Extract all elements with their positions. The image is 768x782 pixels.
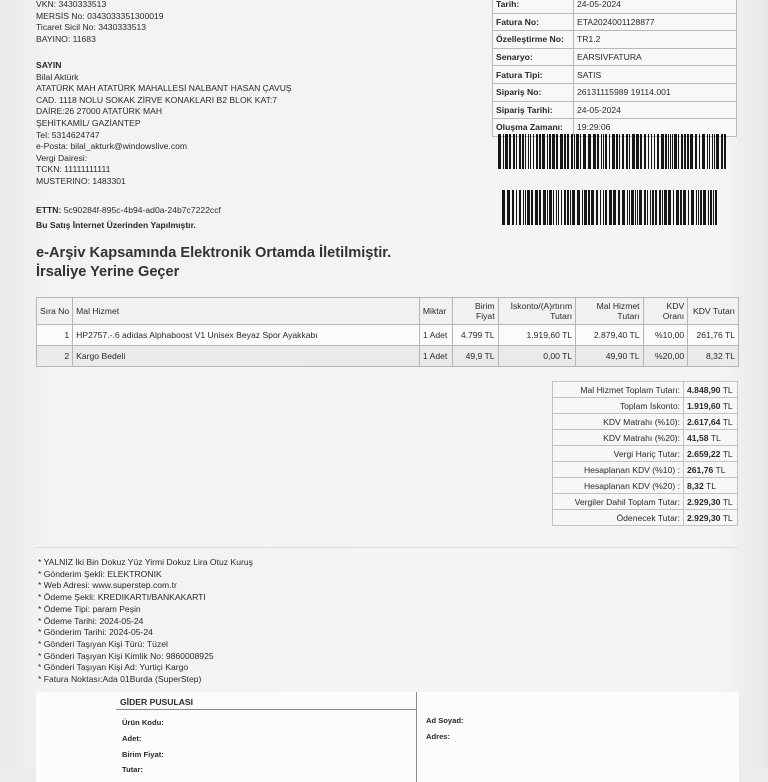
total-label: Toplam İskonto: [553,398,684,414]
note-line: * Gönderi Taşıyan Kişi Kimlik No: 9860008925 [38,650,214,661]
cell-mal-hizmet: Kargo Bedeli [73,346,420,367]
meta-label: Tarih: [493,0,574,13]
meta-row [493,13,737,31]
note-line: * Gönderi Taşıyan Kişi Türü: Tüzel [38,638,168,649]
cell-miktar: 1 Adet [419,346,452,367]
totals-row [553,494,738,510]
meta-label: Senaryo: [493,48,574,66]
gider-urun-kodu: Ürün Kodu: [122,718,164,727]
ettn-value: 5c90284f-895c-4b94-ad0a-24b7c7222ccf [63,205,221,215]
total-label: Ödenecek Tutar: [553,510,684,526]
total-value: 2.617,64 [687,416,721,427]
meta-label: Özelleştirme No: [493,31,574,49]
buyer-address-line: DAİRE:26 27000 ATATÜRK MAH [36,106,163,117]
buyer-address-line: ATATÜRK MAH ATATÜRK MAHALLESİ NALBANT HASAN ÇAVUŞ [36,83,292,94]
earsiv-heading [36,244,391,282]
internet-sale-note: Bu Satış İnternet Üzerinden Yapılmıştır. [36,220,196,230]
meta-value: 24-05-2024 [574,0,737,13]
col-header-kdv-orani: KDV Oranı [643,298,688,325]
buyer-sayin: SAYIN [36,60,62,70]
total-unit: TL [722,384,733,395]
total-value-cell [684,462,738,478]
total-label: Vergi Hariç Tutar: [553,446,684,462]
total-value: 2.659,22 [687,448,721,459]
total-unit: TL [722,400,733,411]
buyer-vergi-dairesi: Vergi Dairesi: [36,152,88,163]
seller-ticaret-sicil: Ticaret Sicil No: 3430333513 [36,22,147,33]
cell-miktar: 1 Adet [419,325,452,346]
gider-tutar: Tutar: [122,765,143,774]
buyer-name: Bilal Aktürk [36,71,79,82]
meta-value: EARSIVFATURA [574,48,737,66]
total-value: 41,58 [687,432,709,443]
cell-kdv-tutari: 261,76 TL [688,325,739,346]
table-row [37,346,739,367]
cell-mal-hizmet: HP2757.-.6 adidas Alphaboost V1 Unisex Beyaz Spor Ayakkabı [73,325,420,346]
total-unit: TL [710,432,721,443]
col-header-kdv-tutari: KDV Tutarı [688,298,739,325]
col-header-birim-fiyat: Birim Fiyat [452,298,498,325]
cell-kdv-orani: %10,00 [643,325,688,346]
total-value: 2.929,30 [687,512,721,523]
totals-row [553,398,738,414]
cell-sira: 2 [37,346,73,367]
cell-iskonto: 0,00 TL [498,346,576,367]
total-label: KDV Matrahı (%20): [553,430,684,446]
seller-bayino: BAYINO: 11683 [36,33,96,44]
meta-label: Sipariş No: [493,83,574,101]
invoice-meta-table [492,0,737,137]
ettn-label: ETTN: [36,205,62,215]
col-header-sira: Sıra No [37,298,73,325]
seller-mersis: MERSİS No: 0343033351300019 [36,10,164,21]
buyer-musterino: MUSTERINO: 1483301 [36,175,126,186]
gider-birim-fiyat: Birim Fiyat: [122,750,164,759]
meta-label: Oluşma Zamanı: [493,119,574,137]
total-label: Vergiler Dahil Toplam Tutar: [553,494,684,510]
cell-kdv-tutari: 8,32 TL [688,346,739,367]
invoice-notes [38,557,253,686]
seller-info [36,0,164,45]
cell-kdv-orani: %20,00 [643,346,688,367]
buyer-tel: Tel: 5314624747 [36,129,100,140]
note-line: * Ödeme Tarihi: 2024-05-24 [38,615,144,626]
total-unit: TL [715,464,726,475]
total-unit: TL [722,416,733,427]
gider-ad-soyad: Ad Soyad: [426,716,464,725]
total-value: 4.848,90 [687,384,721,395]
note-line: * Gönderim Tarihi: 2024-05-24 [38,627,153,638]
cell-tutar: 2.879,40 TL [576,325,643,346]
divider [116,709,416,710]
total-value-cell [684,478,738,494]
totals-table [552,381,738,526]
meta-label: Sipariş Tarihi: [493,101,574,119]
cell-iskonto: 1.919,60 TL [498,325,576,346]
total-value: 1.919,60 [687,400,721,411]
barcode-graphic [498,134,728,169]
note-line: * Web Adresi: www.superstep.com.tr [38,580,177,591]
heading-line-2: İrsaliye Yerine Geçer [36,264,180,280]
total-value: 261,76 [687,464,714,475]
items-table [36,297,739,367]
meta-value: ETA2024001128877 [574,13,737,31]
total-value-cell [684,382,738,398]
meta-row [493,101,737,119]
cell-birim-fiyat: 49,9 TL [452,346,498,367]
total-value: 8,32 [687,480,704,491]
total-value-cell [684,398,738,414]
buyer-info [36,60,292,188]
total-value-cell [684,446,738,462]
meta-row [493,0,737,13]
totals-row [553,382,738,398]
buyer-address-line: ŞEHİTKAMİL/ GAZİANTEP [36,117,141,128]
seller-vkn: VKN: 3430333513 [36,0,107,9]
meta-value: 24-05-2024 [574,101,737,119]
buyer-tckn: TCKN: 11111111111 [36,164,111,175]
totals-row [553,462,738,478]
total-unit: TL [722,448,733,459]
total-unit: TL [722,512,733,523]
items-header-row [37,298,739,325]
total-label: Hesaplanan KDV (%20) : [553,478,684,494]
heading-line-1: e-Arşiv Kapsamında Elektronik Ortamda İletilmiştir. [36,245,392,261]
meta-label: Fatura Tipi: [493,66,574,84]
gider-adet: Adet: [122,734,142,743]
meta-row [493,83,737,101]
barcode-graphic [502,190,719,225]
totals-row [553,414,738,430]
meta-row [493,48,737,66]
total-value-cell [684,494,738,510]
total-unit: TL [722,496,733,507]
note-line: * Gönderim Şekli: ELEKTRONIK [38,568,162,579]
meta-label: Fatura No: [493,13,574,31]
ettn-line [36,205,221,217]
buyer-email: e-Posta: bilal_akturk@windowslive.com [36,141,188,152]
note-line: * Fatura Noktası:Ada 01Burda (SuperStep) [38,674,202,685]
total-label: Mal Hizmet Toplam Tutarı: [553,382,684,398]
cell-birim-fiyat: 4.799 TL [452,325,498,346]
meta-row [493,66,737,84]
col-header-tutar: Mal Hizmet Tutarı [576,298,643,325]
total-value-cell [684,414,738,430]
cell-tutar: 49,90 TL [576,346,643,367]
meta-value: SATIS [574,66,737,84]
note-line: * Ödeme Şekli: KREDIKARTI/BANKAKARTI [38,592,206,603]
total-label: KDV Matrahı (%10): [553,414,684,430]
note-line: * YALNIZ İki Bin Dokuz Yüz Yirmi Dokuz Lira Otuz Kuruş [38,557,253,567]
meta-value: 19:29:06 [574,119,737,137]
note-line: * Ödeme Tipi: param Peşin [38,603,141,614]
total-unit: TL [705,480,716,491]
col-header-iskonto: İskonto/(A)rtırım Tutarı [498,298,576,325]
col-header-mal-hizmet: Mal Hizmet [73,298,420,325]
buyer-address-line: CAD. 1118 NOLU SOKAK ZİRVE KONAKLARI B2 BLOK KAT:7 [36,94,278,105]
gider-pusulasi [36,692,739,782]
cell-sira: 1 [37,325,73,346]
total-value-cell [684,430,738,446]
divider [416,692,417,782]
gider-title: GİDER PUSULASI [120,697,194,707]
totals-row [553,510,738,526]
totals-row [553,446,738,462]
col-header-miktar: Miktar [419,298,452,325]
totals-row [553,478,738,494]
meta-row [493,31,737,49]
table-row [37,325,739,346]
gider-adres: Adres: [426,732,451,741]
totals-row [553,430,738,446]
section-divider [36,547,739,548]
meta-value: TR1.2 [574,31,737,49]
note-line: * Gönderi Taşıyan Kişi Ad: Yurtiçi Kargo [38,662,189,673]
meta-value: 26131115989 19114.001 [574,83,737,101]
total-value-cell [684,510,738,526]
total-value: 2.929,30 [687,496,721,507]
total-label: Hesaplanan KDV (%10) : [553,462,684,478]
